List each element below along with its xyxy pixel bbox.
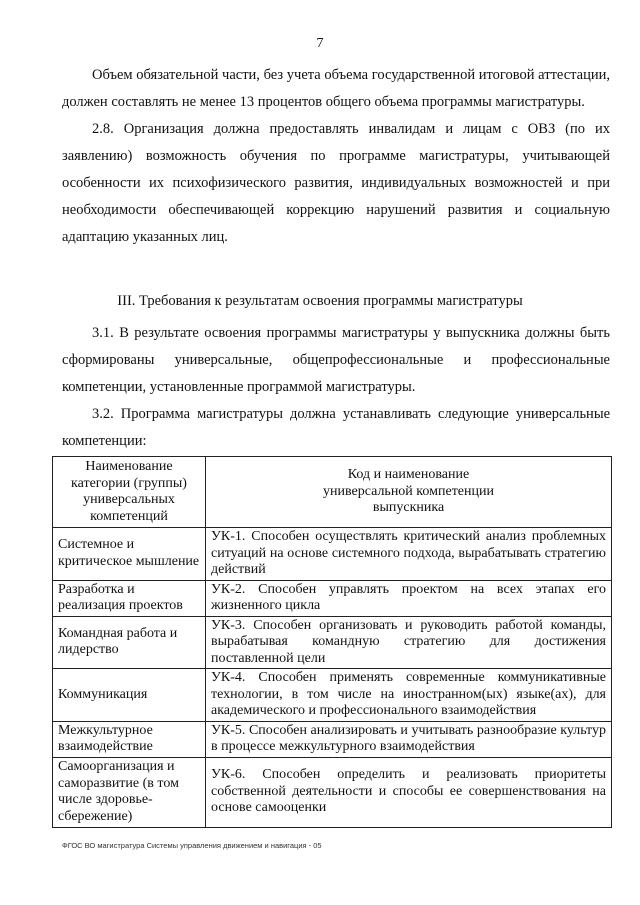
- table-row: [53, 616, 612, 669]
- table-row: [53, 669, 612, 722]
- body-text-top: [62, 62, 610, 251]
- paragraph-3-1: 3.1. В результате освоения программы магистратуры у выпускника должны быть сформированы универсальные, общепрофессиональные и профессиональные компетенции, установленные программой магистратуры.: [62, 325, 610, 395]
- table-row: [53, 757, 612, 827]
- section-heading: III. Требования к результатам освоения программы магистратуры: [117, 293, 523, 309]
- competence-cell: УК-2. Способен управлять проектом на всех этапах его жизненного цикла: [206, 580, 612, 616]
- category-cell: Межкультурное взаимодействие: [53, 721, 206, 757]
- paragraph-3-2: 3.2. Программа магистратуры должна устанавливать следующие универсальные компетенции:: [62, 406, 610, 449]
- header-competence: Код и наименование универсальной компетенции выпускника: [206, 457, 612, 528]
- table-row: [53, 721, 612, 757]
- header-category: Наименование категории (группы) универсальных компетенций: [53, 457, 206, 528]
- category-cell: Командная работа и лидерство: [53, 616, 206, 669]
- table-header-row: [53, 457, 612, 528]
- page-footer: ФГОС ВО магистратура Системы управления движением и навигация - 05: [62, 841, 322, 850]
- category-cell: Коммуникация: [53, 669, 206, 722]
- competence-cell: УК-1. Способен осуществлять критический анализ проблемных ситуаций на основе системного подхода, вырабатывать стратегию действий: [206, 528, 612, 581]
- page-number: 7: [316, 36, 324, 51]
- table-row: [53, 528, 612, 581]
- competencies-table: [52, 456, 612, 828]
- competence-cell: УК-3. Способен организовать и руководить работой команды, вырабатывая командную стратегию для достижения поставленной цели: [206, 616, 612, 669]
- category-cell: Системное и критическое мышление: [53, 528, 206, 581]
- paragraph-2-8: 2.8. Организация должна предоставлять инвалидам и лицам с ОВЗ (по их заявлению) возможность обучения по программе магистратуры, учитывающей особенности их психофизического развития, индивидуальных возможностей и при необходимости обеспечивающей коррекцию нарушений развития и социальную адаптацию указанных лиц.: [62, 121, 610, 245]
- competence-cell: УК-4. Способен применять современные коммуникативные технологии, в том числе на иностранном(ых) языке(ах), для академического и профессионального взаимодействия: [206, 669, 612, 722]
- table-row: [53, 580, 612, 616]
- competence-cell: УК-6. Способен определить и реализовать приоритеты собственной деятельности и способы ее совершенствования на основе самооценки: [206, 757, 612, 827]
- category-cell: Разработка и реализация проектов: [53, 580, 206, 616]
- category-cell: Самоорганизация и саморазвитие (в том числе здоровье-сбережение): [53, 757, 206, 827]
- paragraph-mandatory-part: Объем обязательной части, без учета объема государственной итоговой аттестации, должен составлять не менее 13 процентов общего объема программы магистратуры.: [62, 67, 610, 110]
- competence-cell: УК-5. Способен анализировать и учитывать разнообразие культур в процессе межкультурного взаимодействия: [206, 721, 612, 757]
- body-text-bottom: [62, 320, 610, 455]
